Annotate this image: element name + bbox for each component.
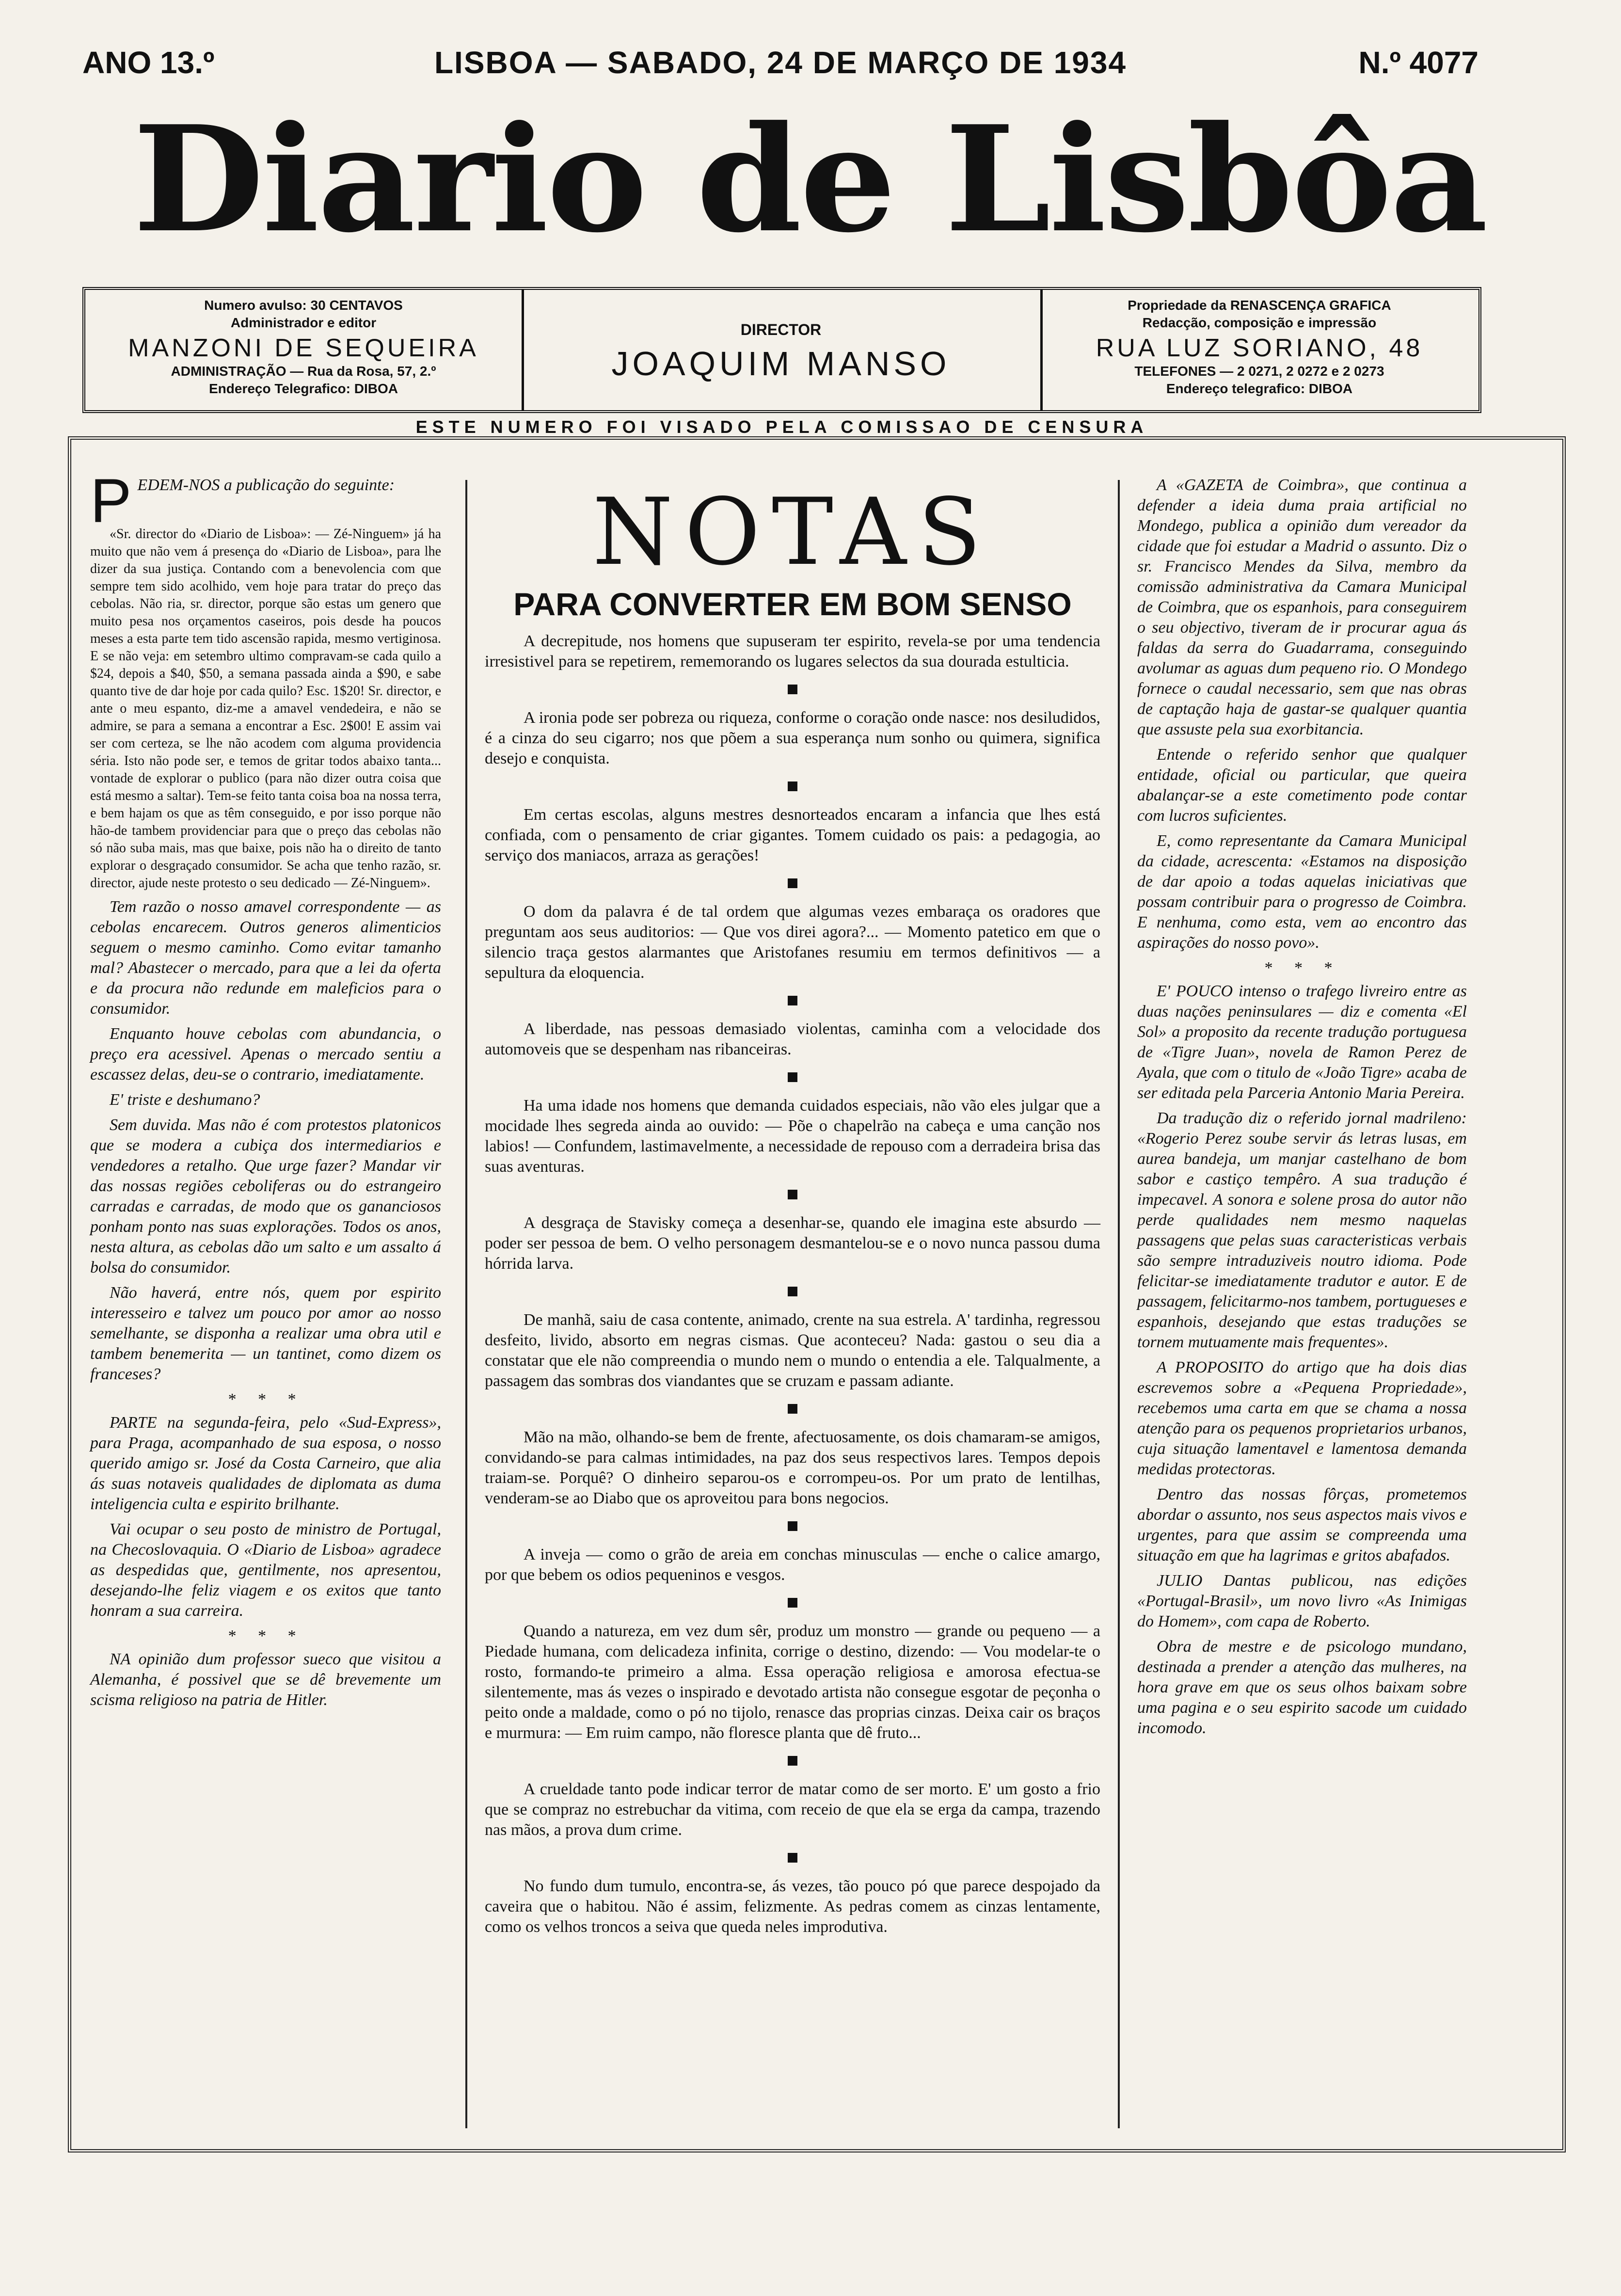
note-paragraph: No fundo dum tumulo, encontra-se, ás vezes, tão pouco pó que parece despojado da caveira que o habitou. Não é assim, felizmente. As pedras comem as cinzas lentamente, como os velhos troncos a seiva que queda neles improdutiva. xyxy=(485,1877,1100,1936)
note-separator-square xyxy=(788,996,797,1005)
info-box xyxy=(82,287,1481,413)
left-stars-1: * * * xyxy=(227,1390,304,1408)
right-stars-1: * * * xyxy=(1264,959,1340,977)
issue-number: N.º 4077 xyxy=(1358,45,1478,80)
redaction-label: Redacção, composição e impressão xyxy=(1142,315,1377,330)
note-paragraph: A desgraça de Stavisky começa a desenhar-se, quando ele imagina este absurdo — poder ser pessoa de bem. O velho personagem desmantelou-se e o novo nunca passou duma hórrida larva. xyxy=(485,1214,1100,1273)
masthead-title: Diario de Lisbôa xyxy=(133,94,1486,265)
right-p5: Da tradução diz o referido jornal madrileno: «Rogerio Perez soube servir ás letras lusas, em aurea bandeja, um manjar castelhano de bom sabor e castiço tempêro. A sua tradução é impecavel. A sonora e solene prosa do autor não perde qualidades nem mesmo naquelas passagens que pelas suas caracteristicas verbais são sempre intraduziveis noutro idioma. Pode felicitar-se imediatamente tradutor e autor. E de passagem, felicitarmo-nos tambem, portugueses e espanhois, desejando que estas traduções se tornem mutuamente mais frequentes». xyxy=(1137,1109,1467,1351)
left-p4: Sem duvida. Mas não é com protestos platonicos que se modera a cubiça dos intermediarios e vendedores a retalho. Que urge fazer? Mandar vir das nossas regiões ceboliferas ou do estrangeiro carradas e carradas, de modo que os gananciosos ponham ponto nas suas explorações. Todos os anos, nesta altura, as cebolas dão um salto e um assalto á bolsa do consumidor. xyxy=(90,1116,441,1276)
note-paragraph: A inveja — como o grão de areia em conchas minusculas — enche o calice amargo, por que bebem os odios pequeninos e vesgos. xyxy=(485,1546,1100,1584)
note-separator-square xyxy=(788,781,797,791)
note-paragraph: A decrepitude, nos homens que supuseram ter espirito, revela-se por uma tendencia irresistivel para se repetirem, rememorando os lugares selectos da sua dourada estulticia. xyxy=(485,632,1100,670)
notas-title: NOTAS xyxy=(592,478,993,586)
left-p2: Enquanto houve cebolas com abundancia, o preço era acessivel. Apenas o mercado sentiu a escassez delas, deu-se o contrario, imediatamente. xyxy=(90,1025,441,1084)
admin-address: ADMINISTRAÇÃO — Rua da Rosa, 57, 2.º xyxy=(171,364,436,379)
left-column xyxy=(90,466,441,1715)
censorship-notice: ESTE NUMERO FOI VISADO PELA COMISSAO DE CENSURA xyxy=(415,417,1148,437)
note-paragraph: Mão na mão, olhando-se bem de frente, afectuosamente, os dois chamaram-se amigos, convidando-se para calmas intimidades, na paz dos seus respectivos lares. Tempos depois traiam-se. Porquê? O dinheiro separou-os e corrompeu-os. Por um prato de lentilhas, venderam-se ao Diabo que os aproveitou para bons negocios. xyxy=(485,1428,1100,1507)
note-paragraph: A crueldade tanto pode indicar terror de matar como de ser morto. E' um gosto a frio que se compraz no estrebuchar da vitima, com receio de que ela se erga da campa, trazendo nas mãos, a prova dum crime. xyxy=(485,1780,1100,1839)
right-p2: Entende o referido senhor que qualquer entidade, oficial ou particular, que queira abalançar-se a este cometimento pode contar com lucros suficientes. xyxy=(1137,746,1467,825)
note-separator-square xyxy=(788,1598,797,1608)
phones-line: TELEFONES — 2 0271, 2 0272 e 2 0273 xyxy=(1134,364,1384,379)
notas-subtitle: PARA CONVERTER EM BOM SENSO xyxy=(513,586,1072,622)
note-paragraph: De manhã, saiu de casa contente, animado, crente na sua estrela. A' tardinha, regressou desfeito, livido, absorto em negras cismas. Que aconteceu? Nada: gastou o seu dia a constatar que ele não compreendia o mundo nem o mundo o entendia a ele. Talqualmente, a passagem das sombras dos viandantes que se cruzam e passam adiante. xyxy=(485,1311,1100,1390)
note-separator-square xyxy=(788,1190,797,1199)
note-separator-square xyxy=(788,1287,797,1296)
telegraph-left: Endereço Telegrafico: DIBOA xyxy=(208,381,398,396)
dateline: LISBOA — SABADO, 24 DE MARÇO DE 1934 xyxy=(434,45,1127,80)
left-p1: Tem razão o nosso amavel correspondente — as cebolas encarecem. Outros generos alimenticios seguem o mesmo caminho. Como evitar tamanho mal? Abastecer o mercado, para que a lei da oferta e da procura não redunde em maleficios para o consumidor. xyxy=(90,898,441,1018)
right-p1: A «GAZETA de Coimbra», que continua a defender a ideia duma praia artificial no Mondego, publica a opinião dum vereador da cidade que foi estudar a Madrid o assunto. Diz o sr. Francisco Mendes da Silva, membro da comissão administrativa da Camara Municipal de Coimbra, que os espanhois, para conseguirem o seu objectivo, tiveram de ir procurar agua ás faldas da serra do Guadarrama, conseguindo avolumar as aguas dum pequeno rio. O Mondego fornece o caudal necessario, sem que nas obras de captação haja de gastar-se qualquer quantia que assuste pela sua exorbitancia. xyxy=(1137,476,1467,738)
right-column xyxy=(1137,475,1467,1743)
right-p9: Obra de mestre e de psicologo mundano, destinada a prender a atenção das mulheres, na hora grave em que os seus olhos baixam sobre uma pagina e o seu espirito sacode um cuidado incomodo. xyxy=(1137,1638,1467,1737)
left-stars-2: * * * xyxy=(227,1627,304,1645)
left-p3: E' triste e deshumano? xyxy=(110,1091,260,1109)
note-separator-square xyxy=(788,685,797,694)
note-separator-square xyxy=(788,1072,797,1082)
note-separator-square xyxy=(788,1756,797,1766)
note-paragraph: A ironia pode ser pobreza ou riqueza, conforme o coração onde nasce: nos desiludidos, é a cinza do seu cigarro; nos que põem a sua esperança num sonho ou quimera, significa desejo e conquista. xyxy=(485,709,1100,767)
left-intro: PEDEM-NOS a publicação do seguinte: xyxy=(90,466,395,536)
dateline-bar xyxy=(82,45,1478,88)
left-p6: PARTE na segunda-feira, pelo «Sud-Express», para Praga, acompanhado de sua esposa, o nosso querido amigo sr. José da Costa Carneiro, que alia ás suas notaveis qualidades de diplomata as duma inteligencia culta e espirito brilhante. xyxy=(90,1414,441,1513)
price-line: Numero avulso: 30 CENTAVOS xyxy=(204,298,403,313)
info-left xyxy=(85,290,524,410)
admin-label: Administrador e editor xyxy=(230,315,377,330)
info-center xyxy=(522,290,1043,410)
center-column xyxy=(485,475,1100,1941)
director-label: DIRECTOR xyxy=(740,321,822,338)
right-p8: JULIO Dantas publicou, nas edições «Portugal-Brasil», um novo livro «As Inimigas do Homem», com capa de Roberto. xyxy=(1137,1572,1467,1630)
director-name: JOAQUIM MANSO xyxy=(611,345,951,383)
note-paragraph: A liberdade, nas pessoas demasiado violentas, caminha com a velocidade dos automoveis que se despenham nas ribanceiras. xyxy=(485,1020,1100,1058)
right-p7: Dentro das nossas fôrças, prometemos abordar o assunto, nos seus aspectos mais vivos e urgentes, para que assim se compreenda uma situação em que ha lagrimas e gritos abafados. xyxy=(1137,1485,1467,1564)
dropcap-p: P xyxy=(90,466,132,536)
notes-list xyxy=(485,631,1100,1937)
note-paragraph: Em certas escolas, alguns mestres desnorteados encaram a infancia que lhes está confiada, com o pensamento de criar gigantes. Tomem cuidado os pais: a pedagogia, ao serviço dos maniacos, arraza as gerações! xyxy=(485,806,1100,864)
note-separator-square xyxy=(788,1853,797,1863)
right-p6: A PROPOSITO do artigo que ha dois dias escrevemos sobre a «Pequena Propriedade», recebemos uma carta em que se chama a nossa atenção para os pequenos proprietarios urbanos, cuja situação lamentavel e lamentosa demanda medidas protectoras. xyxy=(1137,1358,1467,1478)
note-paragraph: Ha uma idade nos homens que demanda cuidados especiais, não vão eles julgar que a mocidade lhes segreda ainda ao ouvido: — Põe o chapelrão na cabeça e uma canção nos labios! — Confundem, lastimavelmente, a necessidade de repouso com a derradeira brisa das suas aventuras. xyxy=(485,1097,1100,1176)
right-p3: E, como representante da Camara Municipal da cidade, acrescenta: «Estamos na disposição de dar apoio a todas aquelas iniciativas que possam contribuir para o progresso de Coimbra. E nenhuma, como esta, vem ao encontro das aspirações do nosso povo». xyxy=(1137,832,1467,952)
right-p4: E' POUCO intenso o trafego livreiro entre as duas nações peninsulares — diz e comenta «El Sol» a proposito da recente tradução portuguesa de «Tigre Juan», novela de Ramon Perez de Ayala, que com o titulo de «João Tigre» acaba de ser editada pela Parceria Antonio Maria Pereira. xyxy=(1137,982,1467,1102)
note-separator-square xyxy=(788,1521,797,1531)
property-line: Propriedade da RENASCENÇA GRAFICA xyxy=(1128,298,1391,313)
column-rule-right xyxy=(1118,480,1120,2128)
address-line: RUA LUZ SORIANO, 48 xyxy=(1096,334,1423,362)
left-p8: NA opinião dum professor sueco que visitou a Alemanha, é possivel que se dê brevemente um scisma religioso na patria de Hitler. xyxy=(90,1650,441,1709)
note-paragraph: O dom da palavra é de tal ordem que algumas vezes embaraça os oradores que preguntam aos seus auditorios: — Que vos direi agora?... — Momento patetico em que o silencio traça gestos alarmantes que Aristofanes resumiu em termos definitivos — a sepultura da eloquencia. xyxy=(485,903,1100,982)
note-separator-square xyxy=(788,1404,797,1414)
info-right xyxy=(1040,290,1478,410)
left-p7: Vai ocupar o seu posto de ministro de Portugal, na Checoslovaquia. O «Diario de Lisboa» agradece as despedidas que, gentilmente, nos apresentou, desejando-lhe feliz viagem e os exitos que tanto honram a sua carreira. xyxy=(90,1520,441,1620)
column-rule-left xyxy=(465,480,467,2128)
left-p5: Não haverá, entre nós, quem por espirito interesseiro e talvez um pouco por amor ao nosso semelhante, se disponha a realizar uma obra util e tambem benemerita — un tantinet, como dizem os franceses? xyxy=(90,1284,441,1383)
admin-name: MANZONI DE SEQUEIRA xyxy=(128,334,479,362)
reader-letter: «Sr. director do «Diario de Lisboa»: — Zé-Ninguem» já ha muito que não vem á presença do «Diario de Lisboa», para lhe dizer da sua justiça. Contando com a benevolencia com que sempre tem sido acolhido, vem hoje para tratar do preço das cebolas. Não ria, sr. director, porque são estas um genero que muito pesa nos orçamentos caseiros, pois desde ha poucos meses a esta parte tem tido ascensão rapida, mesmo vertiginosa. E se não veja: em setembro ultimo compravam-se cada quilo a $24, depois a $40, $50, a semana passada ainda a $90, e sabe quanto tive de dar hoje por cada quilo? Esc. 1$20! Sr. director, e ante o meu espanto, diz-me a amavel vendedeira, e não se admire, se para a semana a encontrar a Esc. 2$00! E assim vai ser com certeza, se lhe não acodem com alguma providencia séria. Isto não pode ser, e temos de gritar todos abaixo tanta... vontade de explorar o publico (para não dizer outra coisa que está mesmo a saltar). Tem-se feito tanta coisa boa na nossa terra, e bem hajam os que as têm conseguido, e por isso porque não hão-de tambem providenciar para que o preço das cebolas não só não suba mais, mas que baixe, pois não ha o direito de tanto explorar o desgraçado consumidor. Se acha que tenho razão, sr. director, ajude neste protesto o seu dedicado — Zé-Ninguem». xyxy=(90,526,441,891)
note-paragraph: Quando a natureza, em vez dum sêr, produz um monstro — grande ou pequeno — a Piedade humana, com delicadeza infinita, corrige o destino, dizendo: — Vou modelar-te o rosto, formando-te primeiro a alma. Essa operação religiosa e amorosa efectua-se silentemente, mas ás vezes o inspirado e devotado artista não consegue esgotar de peçonha o peito onde a maldade, como o pó no tijolo, renasce das proprias cinzas. Deixa cair os braços e murmura: — Em ruim campo, não floresce planta que dê fruto... xyxy=(485,1622,1100,1742)
telegraph-right: Endereço telegrafico: DIBOA xyxy=(1166,381,1353,396)
note-separator-square xyxy=(788,878,797,888)
issue-year: ANO 13.º xyxy=(82,45,215,80)
